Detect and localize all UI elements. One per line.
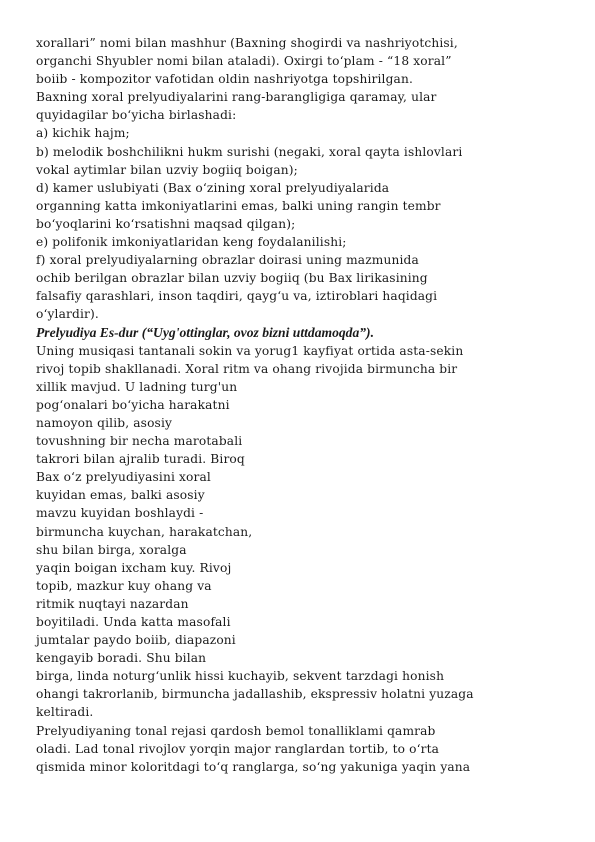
text-line: kuyidan emas, balki asosiy (36, 488, 205, 503)
text-line: topib, mazkur kuy ohang va (36, 578, 212, 593)
text-line: oladi. Lad tonal rivojlov yorqin major ranglardan tortib, to o‘rta (36, 741, 440, 756)
text-line: takrori bilan ajralib turadi. Biroq (36, 452, 245, 467)
text-line: shu bilan birga, xoralga (36, 542, 187, 557)
list-item-e: e) polifonik imkoniyatlaridan keng foydalanilishi; (36, 235, 347, 250)
list-item-f: f) xoral prelyudiyalarning obrazlar doirasi uning mazmunida (36, 253, 419, 268)
text-line: Bax o‘z prelyudiyasini xoral (36, 470, 211, 485)
text-line: xillik mavjud. U ladning turg'un (36, 379, 238, 394)
text-line: organning katta imkoniyatlarini emas, balki uning rangin tembr (36, 198, 441, 213)
text-line: xorallari” nomi bilan mashhur (Baxning shogirdi va nashriyotchisi, (36, 36, 458, 50)
text-line: rivoj topib shakllanadi. Xoral ritm va ohang rivojida birmuncha bir (36, 361, 458, 376)
text-line: vokal aytimlar bilan uzviy bogiiq boigan); (36, 162, 298, 177)
text-line: quyidagilar bo‘yicha birlashadi: (36, 108, 237, 123)
text-line: pog‘onalari bo‘yicha harakatni (36, 397, 230, 412)
text-line: keltiradi. (36, 705, 94, 720)
text-line: birmuncha kuychan, harakatchan, (36, 524, 253, 539)
text-line: qismida minor koloritdagi to‘q ranglarga, so‘ng yakuniga yaqin yana (36, 759, 471, 774)
text-line: Uning musiqasi tantanali sokin va yorug1 kayfiyat ortida asta-sekin (36, 343, 464, 358)
list-item-a: a) kichik hajm; (36, 126, 130, 141)
text-line: tovushning bir necha marotabali (36, 434, 243, 449)
text-line: Prelyudiyaning tonal rejasi qardosh bemol tonalliklami qamrab (36, 723, 436, 738)
text-line: ohangi takrorlanib, birmuncha jadallashib, ekspressiv holatni yuzaga (36, 687, 474, 702)
text-line: o‘ylardir). (36, 307, 99, 322)
list-item-b: b) melodik boshchilikni hukm surishi (negaki, xoral qayta ishlovlari (36, 144, 463, 159)
text-line: namoyon qilib, asosiy (36, 415, 173, 430)
text-line: birga, linda noturg‘unlik hissi kuchayib, sekvent tarzdagi honish (36, 669, 445, 684)
text-line: boyitiladi. Unda katta masofali (36, 615, 231, 629)
text-line: mavzu kuyidan boshlaydi - (36, 506, 204, 521)
text-line: falsafiy qarashlari, inson taqdiri, qayg‘u va, iztiroblari haqidagi (36, 289, 438, 304)
text-line: jumtalar paydo boiib, diapazoni (36, 633, 236, 648)
text-line: boiib - kompozitor vafotidan oldin nashriyotga topshirilgan. (36, 72, 413, 87)
text-line: ochib berilgan obrazlar bilan uzviy bogiiq (bu Bax lirikasining (36, 271, 428, 286)
document-page (36, 34, 566, 776)
text-line: organchi Shyubler nomi bilan ataladi). Oxirgi to‘plam - “18 xoral” (36, 54, 452, 69)
list-item-d: d) kamer uslubiyati (Bax o‘zining xoral prelyudiyalarida (36, 180, 390, 195)
section-heading: Prelyudiya Es-dur (“Uyg'ottinglar, ovoz bizni uttdamoqda”). (36, 324, 374, 340)
text-line: ritmik nuqtayi nazardan (36, 596, 189, 611)
text-line: bo‘yoqlarini ko‘rsatishni maqsad qilgan); (36, 216, 296, 231)
text-line: yaqin boigan ixcham kuy. Rivoj (36, 560, 232, 575)
text-line: Baxning xoral prelyudiyalarini rang-barangligiga qaramay, ular (36, 90, 437, 105)
text-line: kengayib boradi. Shu bilan (36, 651, 207, 666)
